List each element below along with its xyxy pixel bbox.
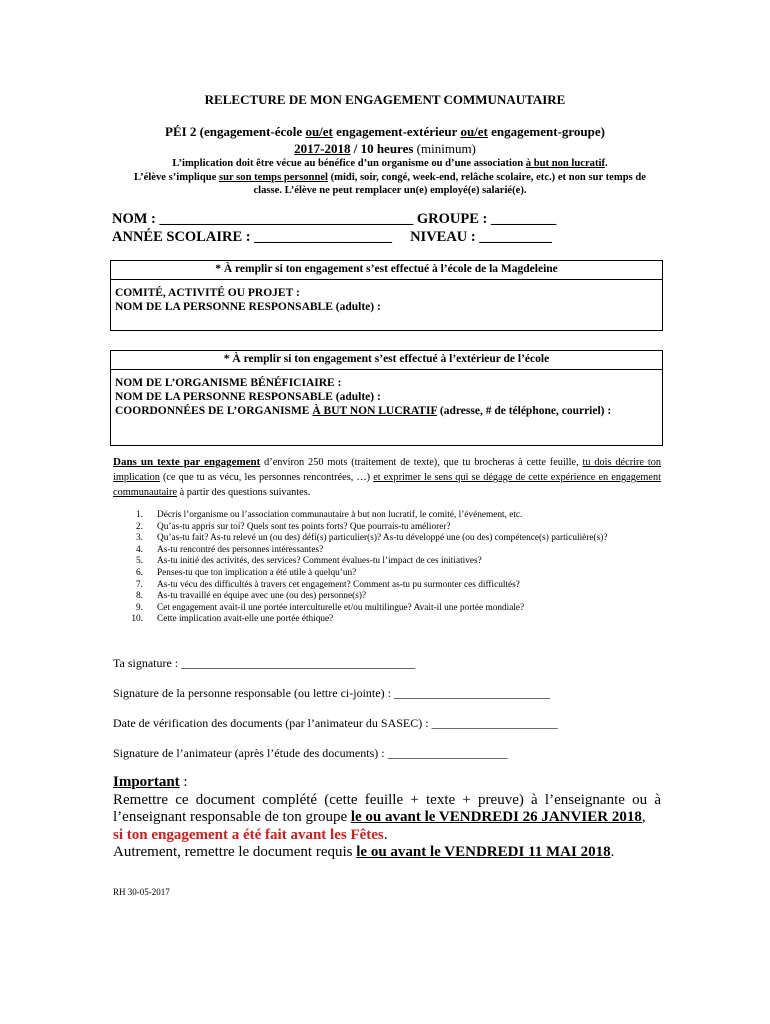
responsible-signature-line[interactable]: Signature de la personne responsable (ou lettre ci-jointe) : __________________________: [113, 686, 550, 700]
external-engagement-box: [110, 350, 663, 446]
question-item: 9. Cet engagement avait-il une portée interculturelle et/ou multilingue? Avait-il une portée mondiale?: [136, 602, 525, 613]
hours-minimum: (minimum): [416, 141, 476, 156]
organism-contact-field-label: COORDONNÉES DE L’ORGANISME À BUT NON LUCRATIF (adresse, # de téléphone, courriel) :: [115, 405, 612, 417]
important-heading: Important :: [113, 774, 188, 790]
revision-code: RH 30-05-2017: [113, 887, 170, 897]
question-item: 6. Penses-tu que ton implication a été utile à quelqu’un?: [136, 567, 357, 578]
question-item: 4. As-tu rencontré des personnes intéressantes?: [136, 544, 324, 555]
question-item: 7. As-tu vécu des difficultés à travers cet engagement? Comment as-tu pu surmonter ces difficultés?: [136, 579, 520, 590]
deadline-january: le ou avant le VENDREDI 26 JANVIER 2018: [350, 809, 642, 825]
school-box-body: [111, 280, 662, 314]
pei-ouet-2: ou/et: [460, 124, 488, 139]
name-group-line[interactable]: NOM : ___________________________________ GROUPE : _________: [112, 211, 557, 227]
red-condition-text: si ton engagement a été fait avant les Fêtes: [113, 826, 384, 843]
responsible-field-label: NOM DE LA PERSONNE RESPONSABLE (adulte) :: [115, 301, 381, 313]
animator-signature-line[interactable]: Signature de l’animateur (après l’étude des documents) : ____________________: [113, 746, 508, 760]
external-box-body: [111, 370, 662, 418]
deadline-may: le ou avant le VENDREDI 11 MAI 2018: [356, 844, 611, 860]
external-responsible-field-label: NOM DE LA PERSONNE RESPONSABLE (adulte) :: [115, 391, 381, 403]
rule-1: L’implication doit être vécue au bénéfice d’un organisme ou d’une association à but non lucratif.: [172, 158, 608, 169]
pei-middle: engagement-extérieur: [332, 124, 461, 139]
instructions-paragraph: Dans un texte par engagement d’environ 250 mots (traitement de texte), que tu brocheras à cette feuille, tu dois décrire ton implication (ce que tu as vécu, les personnes rencontrées, …) et exprimer le sens qui se dégage de cette expérience en engagement communautaire à partir des questions suivantes.: [113, 456, 661, 498]
year-level-line[interactable]: ANNÉE SCOLAIRE : ___________________ NIVEAU : __________: [112, 229, 552, 245]
instructions-lead: Dans un texte par engagement: [113, 456, 261, 468]
document-title: RELECTURE DE MON ENGAGEMENT COMMUNAUTAIRE: [204, 92, 566, 107]
external-box-header: * À remplir si ton engagement s’est effectué à l’extérieur de l’école: [111, 351, 662, 370]
rules-block: [130, 157, 650, 198]
organism-field-label: NOM DE L’ORGANISME BÉNÉFICIAIRE :: [115, 377, 342, 389]
important-text-2: Autrement, remettre le document requis le ou avant le VENDREDI 11 MAI 2018.: [113, 844, 615, 860]
question-item: 2. Qu’as-tu appris sur toi? Quels sont tes points forts? Que pourrais-tu améliorer?: [136, 521, 451, 532]
school-years: 2017-2018: [294, 141, 351, 156]
verification-date-line[interactable]: Date de vérification des documents (par l’animateur du SASEC) : _____________________: [113, 716, 558, 730]
student-signature-line[interactable]: Ta signature : _______________________________________: [113, 656, 416, 670]
school-box-header: * À remplir si ton engagement s’est effectué à l’école de la Magdeleine: [111, 261, 662, 280]
committee-field-label: COMITÉ, ACTIVITÉ OU PROJET :: [115, 287, 300, 299]
question-item: 1. Décris l’organisme ou l’association communautaire à but non lucratif, le comité, l’événement, etc.: [136, 510, 523, 520]
years-line: [0, 141, 770, 157]
pei-prefix: PÉI 2 (engagement-école: [165, 124, 306, 139]
question-item: 3. Qu’as-tu fait? As-tu relevé un (ou des) défi(s) particulier(s)? As-tu développé une (ou des) compétence(s) particulière(s)?: [136, 533, 608, 544]
school-engagement-box: [110, 260, 663, 331]
question-item: 5. As-tu initié des activités, des services? Comment évalues-tu l’impact de ces initiatives?: [136, 556, 482, 567]
pei-suffix: engagement-groupe): [487, 124, 605, 139]
hours: / 10 heures: [350, 141, 417, 156]
rule-2: L’élève s’implique sur son temps personnel (midi, soir, congé, week-end, relâche scolaire, etc.) et non sur temps de classe. L’élève ne peut remplacer un(e) employé(e) salarié(e).: [134, 171, 646, 196]
important-notice: [113, 774, 661, 862]
question-item: 10. Cette implication avait-elle une portée éthique?: [131, 614, 334, 625]
question-item: 8. As-tu travaillé en équipe avec une (ou des) personne(s)?: [136, 591, 367, 602]
pei-line: [0, 124, 770, 140]
pei-ouet-1: ou/et: [305, 124, 333, 139]
questions-list: [113, 510, 673, 626]
important-text: Remettre ce document complété (cette feuille + texte + preuve) à l’enseignante ou à l’enseignant responsable de ton groupe le ou avant le VENDREDI 26 JANVIER 2018, si ton engagement a été fait avant les Fêtes.: [113, 791, 661, 843]
